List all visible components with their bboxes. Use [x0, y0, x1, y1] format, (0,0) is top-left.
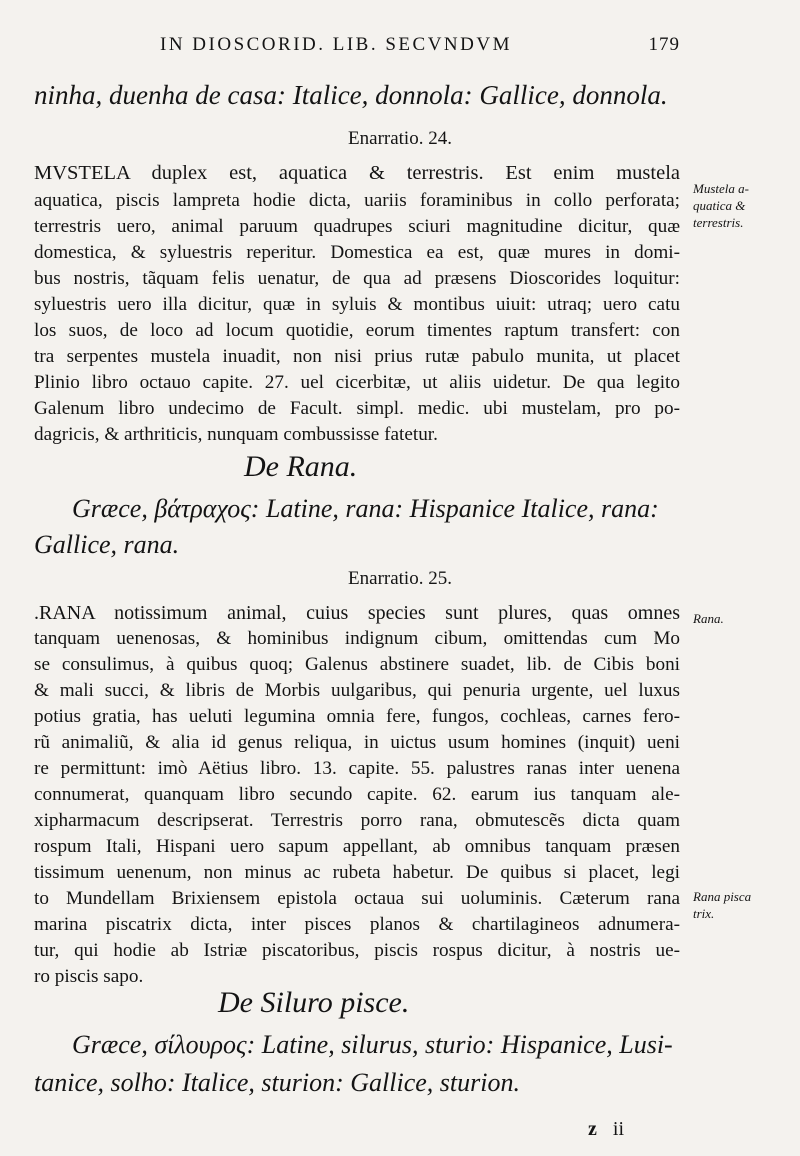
- running-header: [160, 34, 680, 56]
- names-line: Græce, σίλουρος: Latine, silurus, sturio: Hispanice, Lusi-: [72, 1030, 673, 1059]
- running-title: IN DIOSCORID. LIB. SECVNDVM: [160, 34, 512, 55]
- signature-mark: [588, 1118, 624, 1141]
- text-line: marina piscatrix dicta, inter pisces planos & chartilagineos adnumera-: [34, 914, 680, 935]
- margin-note-rana-piscatrix: [693, 888, 751, 922]
- margin-note-line: Rana pisca: [693, 889, 752, 904]
- margin-note-line: Mustela a-: [693, 181, 749, 196]
- text-line: los suos, de loco ad locum quotidie, eorum timentes raptum transfert: con: [34, 320, 680, 341]
- signature-letter: z: [588, 1118, 597, 1140]
- text-line: Plinio libro octauo capite. 27. uel cicerbitæ, ut aliis uidetur. De qua legito: [34, 372, 680, 393]
- signature-number: ii: [612, 1118, 625, 1140]
- text-line: .RANA notissimum animal, cuius species sunt plures, quas omnes: [34, 602, 680, 624]
- text-line: connumerat, quanquam libro secundo capite. 62. earum ius tanquam ale-: [34, 784, 680, 805]
- text-line: rũ animaliũ, & alia id genus reliqua, in uictus usum homines (inquit) ueni: [34, 732, 680, 753]
- text-line: to Mundellam Brixiensem epistola octaua sui uoluminis. Cæterum rana: [34, 888, 680, 909]
- margin-note-mustela: [693, 180, 749, 231]
- text-line: domestica, & syluestris reperitur. Domestica ea est, quæ mures in domi-: [34, 242, 680, 263]
- section-heading-siluro: De Siluro pisce.: [218, 986, 410, 1019]
- text-line: tissimum uenenum, non minus ac rubeta habetur. De quibus si placet, legi: [34, 862, 680, 883]
- text-line: rospum Itali, Hispani uero sapum appellant, ab omnibus tanquam præsen: [34, 836, 680, 857]
- text-line: & mali succi, & libris de Morbis uulgaribus, qui penuria urgente, uel luxus: [34, 680, 680, 701]
- text-line: terrestris uero, animal paruum quadrupes sciuri magnitudine dicitur, quæ: [34, 216, 680, 237]
- text-line: tanquam uenenosas, & hominibus indignum cibum, omittendas cum Mo: [34, 628, 680, 649]
- enarratio-24: Enarratio. 24.: [348, 128, 452, 149]
- margin-note-line: quatica &: [693, 198, 746, 213]
- text-line: bus nostris, tãquam felis uenatur, de qua ad præsens Dioscorides loquitur:: [34, 268, 680, 289]
- margin-note-line: trix.: [693, 906, 715, 921]
- names-line: Græce, βάτραχος: Latine, rana: Hispanice Italice, rana:: [72, 494, 659, 523]
- enarratio-25: Enarratio. 25.: [348, 568, 452, 589]
- continuation-line: ninha, duenha de casa: Italice, donnola: Gallice, donnola.: [34, 80, 668, 110]
- margin-note-line: terrestris.: [693, 215, 744, 230]
- text-line: dagricis, & arthriticis, nunquam combussisse fatetur.: [34, 424, 438, 445]
- text-line: se consulimus, à quibus quoq; Galenus abstinere suadet, lib. de Cibis boni: [34, 654, 680, 675]
- names-line: tanice, solho: Italice, sturion: Gallice, sturion.: [34, 1068, 520, 1097]
- text-line: aquatica, piscis lampreta hodie dicta, uariis foraminibus in collo perforata;: [34, 190, 680, 211]
- section-heading-rana: De Rana.: [244, 450, 358, 483]
- text-line: re permittunt: imò Aëtius libro. 13. capite. 55. palustres ranas inter uenena: [34, 758, 680, 779]
- text-line: syluestris uero illa dicitur, quæ in syluis & montibus uiuit: utraq; uero catu: [34, 294, 680, 315]
- margin-note-rana: [693, 610, 724, 627]
- text-line: potius gratia, has ueluti legumina omnia fere, fungos, cochleas, carnes fero-: [34, 706, 680, 727]
- text-line: MVSTELA duplex est, aquatica & terrestris. Est enim mustela: [34, 162, 680, 184]
- text-line: ro piscis sapo.: [34, 966, 144, 987]
- page-number: 179: [648, 34, 680, 55]
- text-line: tur, qui hodie ab Istriæ piscatoribus, piscis rospus dicitur, à nostris ue-: [34, 940, 680, 961]
- text-line: xipharmacum descripserat. Terrestris porro rana, obmutescẽs dicta quam: [34, 810, 680, 831]
- names-line: Gallice, rana.: [34, 530, 180, 559]
- text-line: Galenum libro undecimo de Facult. simpl. medic. ubi mustelam, pro po-: [34, 398, 680, 419]
- margin-note-line: Rana.: [693, 611, 724, 626]
- text-line: tra serpentes mustela inuadit, non nisi prius rutæ pabulo munita, ut placet: [34, 346, 680, 367]
